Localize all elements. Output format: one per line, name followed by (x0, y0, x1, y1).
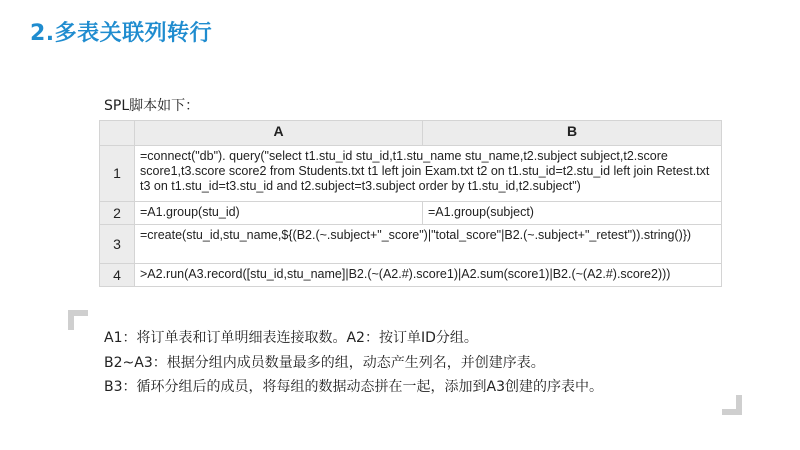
cell-a1[interactable]: =connect("db"). query("select t1.stu_id stu_id,t1.stu_name stu_name,t2.subject subject,t2.score score1,t3.score score2 from Students.txt t1 left join Exam.txt t2 on t1.stu_id=t2.stu_id left join Retest.txt t3 on t1.stu_id=t3.stu_id and t2.subject=t3.subject order by t1.stu_id,t2.subject") (135, 146, 722, 202)
description-line: B3：循环分组后的成员，将每组的数据动态拼在一起，添加到A3创建的序表中。 (104, 379, 603, 395)
page-title: 2.多表关联列转行 (30, 21, 213, 46)
table-row (100, 225, 722, 264)
corner-bracket-top-left (68, 310, 88, 330)
cell-b2[interactable]: =A1.group(subject) (423, 202, 722, 225)
cell-a3[interactable]: =create(stu_id,stu_name,${(B2.(~.subject+"_score")|"total_score"|B2.(~.subject+"_retest")).string()}) (135, 225, 722, 264)
row-number[interactable]: 2 (100, 202, 135, 225)
table-row (100, 202, 722, 225)
corner-cell (100, 121, 135, 146)
corner-bracket-bottom-right (722, 395, 742, 415)
column-header-a[interactable]: A (135, 121, 423, 146)
script-caption: SPL脚本如下： (104, 98, 200, 114)
table-row (100, 146, 722, 202)
cell-a4[interactable]: >A2.run(A3.record([stu_id,stu_name]|B2.(~(A2.#).score1)|A2.sum(score1)|B2.(~(A2.#).score2))) (135, 264, 722, 287)
cell-a2[interactable]: =A1.group(stu_id) (135, 202, 423, 225)
row-number[interactable]: 1 (100, 146, 135, 202)
column-header-b[interactable]: B (423, 121, 722, 146)
description-line: A1：将订单表和订单明细表连接取数。A2：按订单ID分组。 (104, 330, 478, 346)
row-number[interactable]: 4 (100, 264, 135, 287)
row-number[interactable]: 3 (100, 225, 135, 264)
header-row (100, 121, 722, 146)
description-line: B2~A3：根据分组内成员数量最多的组，动态产生列名，并创建序表。 (104, 354, 545, 371)
spl-script-grid (99, 120, 722, 287)
description-block (104, 326, 603, 400)
table-row (100, 264, 722, 287)
